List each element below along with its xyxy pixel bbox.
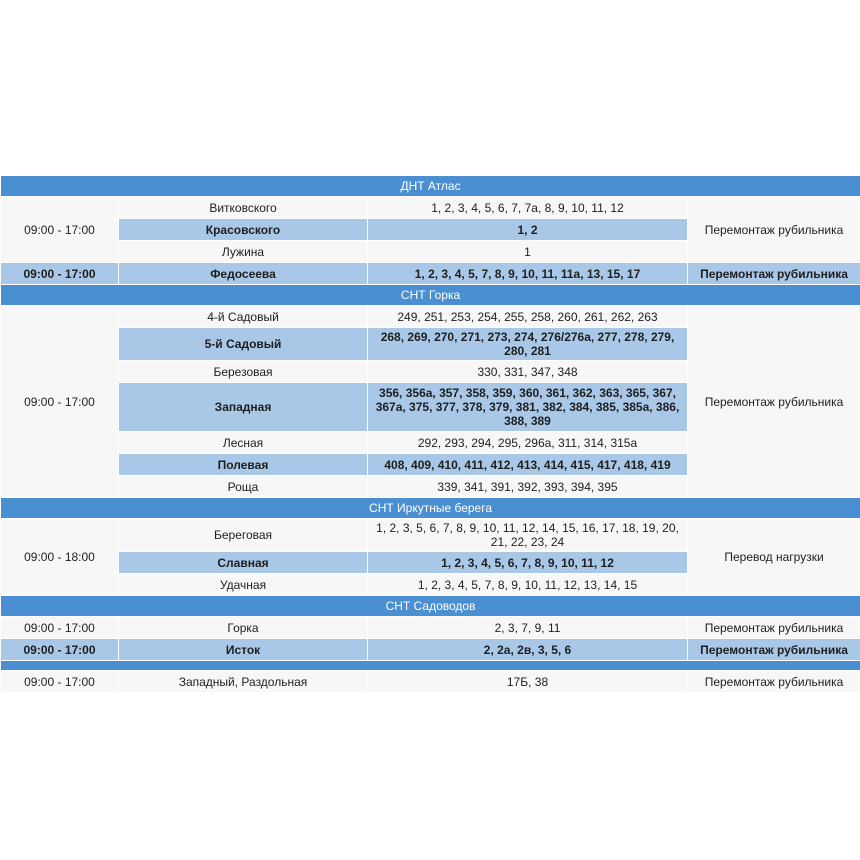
table-row (1, 639, 860, 661)
street-cell: Полевая (119, 454, 368, 476)
outage-schedule-table (0, 175, 860, 693)
group-title: СНТ Горка (1, 285, 860, 306)
street-cell: Славная (119, 552, 368, 574)
group-separator-row (1, 661, 860, 671)
houses-cell: 1 (368, 241, 688, 263)
street-cell: Федосеева (119, 263, 368, 285)
street-cell: 5-й Садовый (119, 328, 368, 361)
houses-cell: 17Б, 38 (368, 671, 688, 693)
table-row (1, 306, 860, 328)
work-cell: Перемонтаж рубильника (688, 197, 860, 263)
houses-cell: 356, 356а, 357, 358, 359, 360, 361, 362, 363, 365, 367, 367а, 375, 377, 378, 379, 381, 382, 384, 385, 385а, 386, 388, 389 (368, 383, 688, 432)
work-cell: Перемонтаж рубильника (688, 617, 860, 639)
table-row (1, 197, 860, 219)
street-cell: Витковского (119, 197, 368, 219)
time-cell: 09:00 - 17:00 (1, 306, 119, 498)
street-cell: Лужина (119, 241, 368, 263)
houses-cell: 292, 293, 294, 295, 296а, 311, 314, 315а (368, 432, 688, 454)
time-cell: 09:00 - 17:00 (1, 617, 119, 639)
street-cell: Береговая (119, 519, 368, 552)
street-cell: Березовая (119, 361, 368, 383)
street-cell: 4-й Садовый (119, 306, 368, 328)
time-cell: 09:00 - 17:00 (1, 263, 119, 285)
street-cell: Исток (119, 639, 368, 661)
table-row (1, 519, 860, 552)
time-cell: 09:00 - 17:00 (1, 671, 119, 693)
work-cell: Перемонтаж рубильника (688, 639, 860, 661)
houses-cell: 249, 251, 253, 254, 255, 258, 260, 261, 262, 263 (368, 306, 688, 328)
time-cell: 09:00 - 17:00 (1, 639, 119, 661)
houses-cell: 1, 2, 3, 4, 5, 6, 7, 7а, 8, 9, 10, 11, 12 (368, 197, 688, 219)
houses-cell: 339, 341, 391, 392, 393, 394, 395 (368, 476, 688, 498)
houses-cell: 268, 269, 270, 271, 273, 274, 276/276а, 277, 278, 279, 280, 281 (368, 328, 688, 361)
houses-cell: 1, 2, 3, 4, 5, 7, 8, 9, 10, 11, 12, 13, 14, 15 (368, 574, 688, 596)
work-cell: Перемонтаж рубильника (688, 671, 860, 693)
group-header-row (1, 498, 860, 519)
work-cell: Перевод нагрузки (688, 519, 860, 596)
table-row (1, 617, 860, 639)
work-cell: Перемонтаж рубильника (688, 306, 860, 498)
time-cell: 09:00 - 18:00 (1, 519, 119, 596)
houses-cell: 1, 2, 3, 4, 5, 6, 7, 8, 9, 10, 11, 12 (368, 552, 688, 574)
table-row (1, 671, 860, 693)
work-cell: Перемонтаж рубильника (688, 263, 860, 285)
group-header-row (1, 176, 860, 197)
group-separator (1, 661, 860, 671)
houses-cell: 2, 2а, 2в, 3, 5, 6 (368, 639, 688, 661)
group-header-row (1, 285, 860, 306)
houses-cell: 1, 2, 3, 5, 6, 7, 8, 9, 10, 11, 12, 14, 15, 16, 17, 18, 19, 20, 21, 22, 23, 24 (368, 519, 688, 552)
group-title: СНТ Садоводов (1, 596, 860, 617)
houses-cell: 1, 2 (368, 219, 688, 241)
street-cell: Роща (119, 476, 368, 498)
group-title: ДНТ Атлас (1, 176, 860, 197)
group-title: СНТ Иркутные берега (1, 498, 860, 519)
houses-cell: 1, 2, 3, 4, 5, 7, 8, 9, 10, 11, 11а, 13, 15, 17 (368, 263, 688, 285)
houses-cell: 408, 409, 410, 411, 412, 413, 414, 415, 417, 418, 419 (368, 454, 688, 476)
street-cell: Горка (119, 617, 368, 639)
group-header-row (1, 596, 860, 617)
street-cell: Красовского (119, 219, 368, 241)
street-cell: Лесная (119, 432, 368, 454)
street-cell: Западная (119, 383, 368, 432)
street-cell: Западный, Раздольная (119, 671, 368, 693)
street-cell: Удачная (119, 574, 368, 596)
table-row (1, 263, 860, 285)
houses-cell: 330, 331, 347, 348 (368, 361, 688, 383)
houses-cell: 2, 3, 7, 9, 11 (368, 617, 688, 639)
time-cell: 09:00 - 17:00 (1, 197, 119, 263)
